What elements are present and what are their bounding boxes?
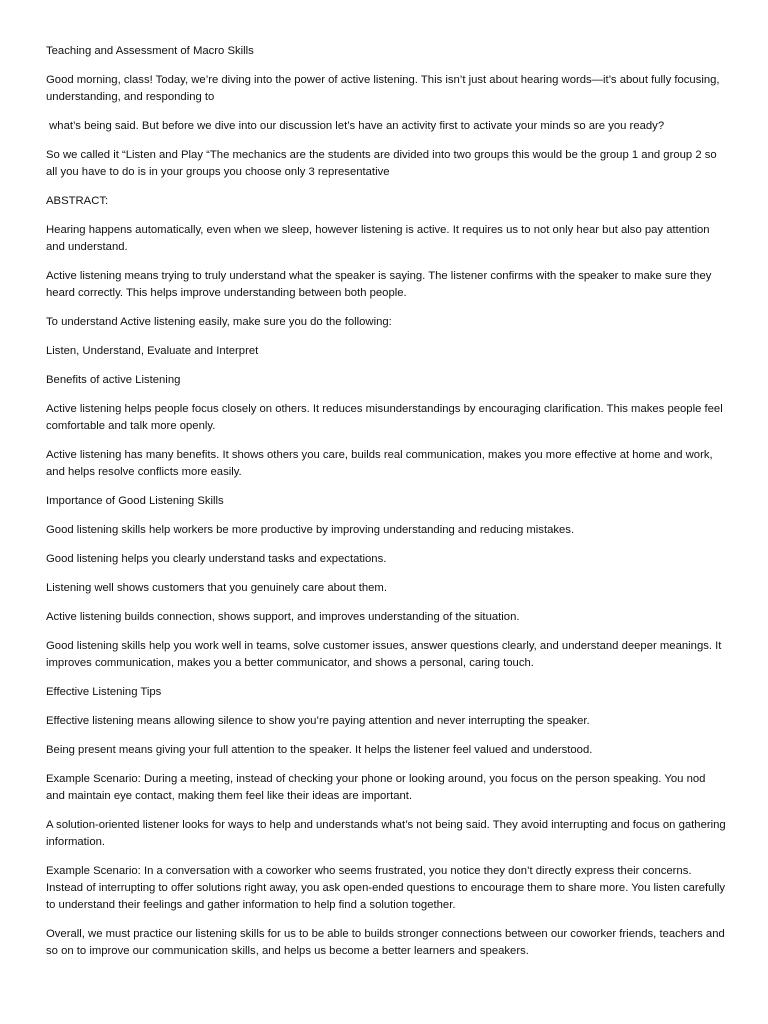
paragraph-tips-3: A solution-oriented listener looks for ways to help and understands what’s not being said. They avoid interrupting and focus on gathering information. [46,819,726,848]
paragraph-how-to: To understand Active listening easily, make sure you do the following: [46,316,392,328]
paragraph-importance-5: Good listening skills help you work well in teams, solve customer issues, answer questions clearly, and understand deeper meanings. It improves communication, makes you a better communicator, and shows a personal, caring touch. [46,640,722,669]
paragraph-benefits-1: Active listening helps people focus closely on others. It reduces misunderstandings by encouraging clarification. This makes people feel comfortable and talk more openly. [46,403,723,432]
paragraph-tips-1: Effective listening means allowing silence to show you’re paying attention and never interrupting the speaker. [46,715,590,727]
paragraph-benefits-2: Active listening has many benefits. It shows others you care, builds real communication, makes you more effective at home and work, and helps resolve conflicts more easily. [46,449,713,478]
paragraph-conclusion: Overall, we must practice our listening skills for us to be able to builds stronger connections between our coworker friends, teachers and so on to improve our communication skills, and helps us become a better learners and speakers. [46,928,725,957]
section-heading-tips: Effective Listening Tips [46,686,162,698]
paragraph-example-scenario-2: Example Scenario: In a conversation with a coworker who seems frustrated, you notice they don’t directly express their concerns. Instead of interrupting to offer solutions right away, you ask open-ended questions to encourage them to share more. You listen carefully to understand their feelings and gather information to help find a solution together. [46,865,726,911]
section-heading-benefits: Benefits of active Listening [46,374,181,386]
paragraph-tips-2: Being present means giving your full attention to the speaker. It helps the listener feel valued and understood. [46,744,593,756]
paragraph-importance-2: Good listening helps you clearly understand tasks and expectations. [46,553,387,565]
paragraph-example-scenario-1: Example Scenario: During a meeting, instead of checking your phone or looking around, you focus on the person speaking. You nod and maintain eye contact, making them feel like their ideas are important. [46,773,706,802]
paragraph-steps: Listen, Understand, Evaluate and Interpret [46,345,259,357]
paragraph-intro-continued: what’s being said. But before we dive into our discussion let’s have an activity first to activate your minds so are you ready? [46,120,665,132]
paragraph-importance-4: Active listening builds connection, shows support, and improves understanding of the situation. [46,611,520,623]
paragraph-activity: So we called it “Listen and Play “The mechanics are the students are divided into two groups this would be the group 1 and group 2 so all you have to do is in your groups you choose only 3 representative [46,149,717,178]
document-page [46,43,726,972]
paragraph-importance-3: Listening well shows customers that you genuinely care about them. [46,582,387,594]
section-heading-importance: Importance of Good Listening Skills [46,495,224,507]
section-heading-abstract: ABSTRACT: [46,195,109,207]
paragraph-intro: Good morning, class! Today, we’re diving into the power of active listening. This isn’t just about hearing words—it’s about fully focusing, understanding, and responding to [46,74,720,103]
paragraph-hearing: Hearing happens automatically, even when we sleep, however listening is active. It requires us to not only hear but also pay attention and understand. [46,224,710,253]
paragraph-importance-1: Good listening skills help workers be more productive by improving understanding and reducing mistakes. [46,524,575,536]
paragraph-active-listening-definition: Active listening means trying to truly understand what the speaker is saying. The listener confirms with the speaker to make sure they heard correctly. This helps improve understanding between both people. [46,270,712,299]
document-title: Teaching and Assessment of Macro Skills [46,45,254,57]
